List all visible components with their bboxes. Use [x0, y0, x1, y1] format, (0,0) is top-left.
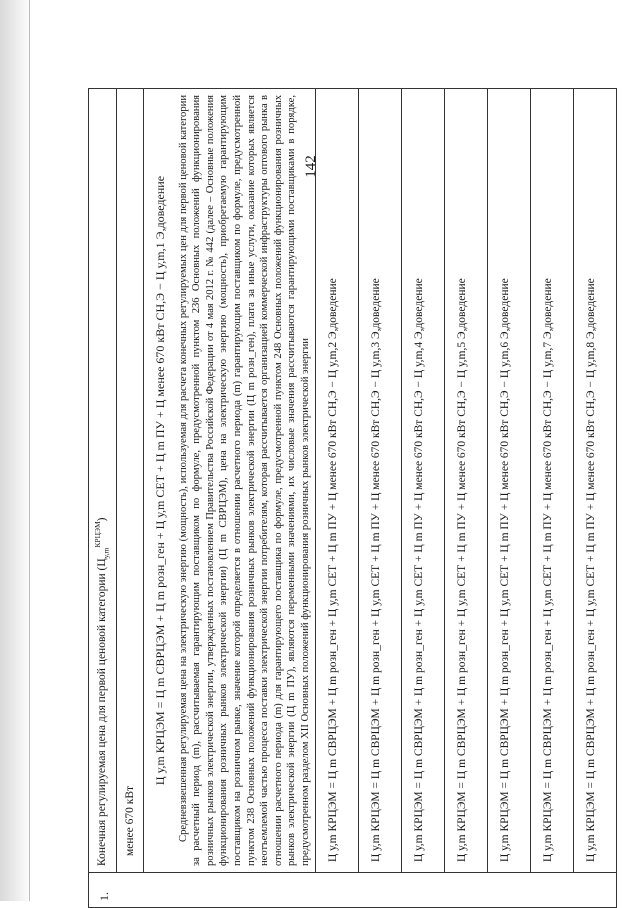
page-number: 142 — [302, 155, 319, 178]
formula-row: Ц у,m КРЦЭМ = Ц m СВРЦЭМ + Ц m розн_ген + Ц у,m СЕТ + Ц m ПУ + Ц менее 670 кВт СН,Э − Ц у,m,4 Э,доведение — [402, 89, 445, 873]
formula-row: Ц у,m КРЦЭМ = Ц m СВРЦЭМ + Ц m розн_ген + Ц у,m СЕТ + Ц m ПУ + Ц менее 670 кВт СН,Э − Ц у,m,2 Э,доведение — [316, 89, 359, 873]
power-subheader: менее 670 кВт — [116, 89, 144, 873]
formula-row: Ц у,m КРЦЭМ = Ц m СВРЦЭМ + Ц m розн_ген + Ц у,m СЕТ + Ц m ПУ + Ц менее 670 кВт СН,Э − Ц у,m,7 Э,доведение — [531, 89, 574, 873]
main-formula: Ц у,m КРЦЭМ = Ц m СВРЦЭМ + Ц m розн_ген + Ц у,m СЕТ + Ц m ПУ + Ц менее 670 кВт СН,Э − Ц у,m,1 Э,доведение — [153, 175, 168, 786]
formula-row: Ц у,m КРЦЭМ = Ц m СВРЦЭМ + Ц m розн_ген + Ц у,m СЕТ + Ц m ПУ + Ц менее 670 кВт СН,Э − Ц у,m,3 Э,доведение — [359, 89, 402, 873]
scan-binding-shadow — [0, 0, 30, 901]
tariff-table — [88, 88, 617, 908]
formula-block — [144, 89, 316, 873]
formula-row: Ц у,m КРЦЭМ = Ц m СВРЦЭМ + Ц m розн_ген + Ц у,m СЕТ + Ц m ПУ + Ц менее 670 кВт СН,Э − Ц у,m,8 Э,доведение — [574, 89, 617, 873]
scan-edge-line — [29, 0, 30, 901]
explanation-paragraph: Средневзвешенная регулируемая цена на электрическую энергию (мощность), используемая для расчета конечных регулируемых цен для первой ценовой категории за расчетный период (m), рассчитываемая гарантирующим поставщиком по формуле, предусмотренной пунктом 236 Основных положений функционирования розничных рынков электрической энергии, утвержденных постановлением Правительства Российской Федерации от 4 мая 2012 г. № 442 (далее – Основные положения функционирования розничных рынков электрической энергии) (Ц m СВРЦЭМ), цена на электрическую энергию (мощность), приобретаемую гарантирующим поставщиком на розничном рынке, значение которой определяется в отношении расчетного периода (m) гарантирующим поставщиком по формуле, предусмотренной пунктом 238 Основных положений функционирования розничных рынков электрической энергии (Ц m розн_ген), плата за иные услуги, оказание которых является неотъемлемой частью процесса поставки электрической энергии потребителям, которая рассчитывается организацией коммерческой инфраструктуры оптового рынка в отношении расчетного периода (m) для гарантирующего поставщика по формуле, предусмотренной пунктом 248 Основных положений функционирования розничных рынков электрической энергии (Ц m ПУ), являются переменными значениями, их числовые значения рассчитываются гарантирующими поставщиками в порядке, предусмотренном разделом XII Основных положений функционирования розничных рынков электрической энергии — [177, 95, 311, 866]
formula-row: Ц у,m КРЦЭМ = Ц m СВРЦЭМ + Ц m розн_ген + Ц у,m СЕТ + Ц m ПУ + Ц менее 670 кВт СН,Э − Ц у,m,5 Э,доведение — [445, 89, 488, 873]
formula-row: Ц у,m КРЦЭМ = Ц m СВРЦЭМ + Ц m розн_ген + Ц у,m СЕТ + Ц m ПУ + Ц менее 670 кВт СН,Э − Ц у,m,6 Э,доведение — [488, 89, 531, 873]
tariff-sheet — [88, 88, 598, 908]
row-number: 1. — [89, 873, 617, 908]
category-header: Конечная регулируемая цена для первой ценовой категории $(Ц_{у,m}^{КРЦЭМ})$ — [89, 89, 117, 873]
